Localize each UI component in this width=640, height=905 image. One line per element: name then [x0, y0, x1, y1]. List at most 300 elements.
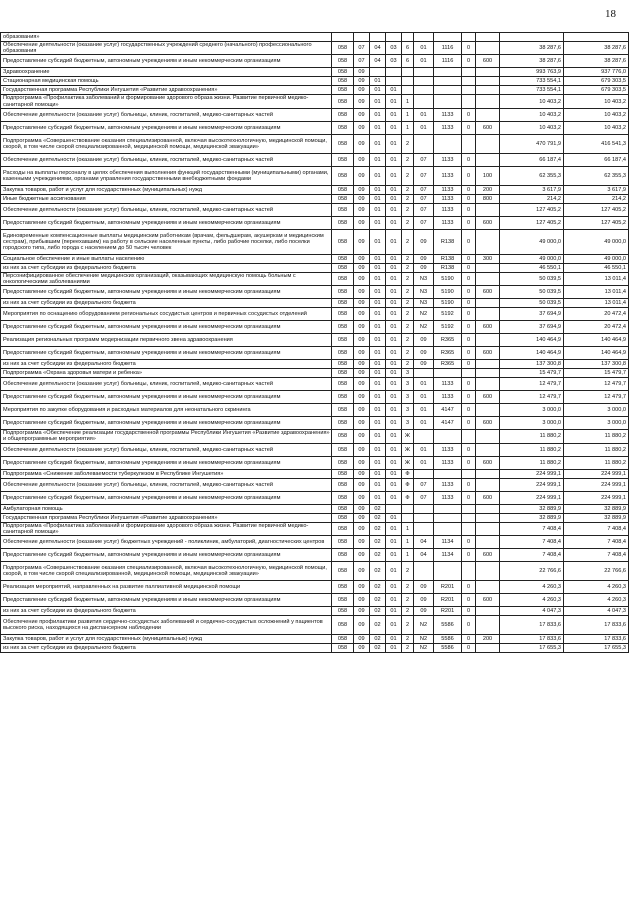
section-code-cell: 09	[354, 616, 370, 635]
amount-cell-1: 50 039,5	[500, 299, 564, 308]
table-row	[1, 635, 629, 644]
program-code-cell: 01	[386, 108, 402, 121]
subsection-code-cell	[370, 33, 386, 42]
subsection-code-cell: 01	[370, 108, 386, 121]
section-code-cell: 09	[354, 272, 370, 285]
table-row	[1, 607, 629, 616]
extra-code-cell: 0	[462, 153, 476, 166]
program-code-cell: 01	[386, 594, 402, 607]
event-code-cell: 09	[414, 229, 434, 254]
subprogram-code-cell: 1	[402, 95, 414, 108]
table-row	[1, 203, 629, 216]
amount-cell-1: 7 408,4	[500, 536, 564, 549]
subprogram-code-cell: 6	[402, 55, 414, 68]
direction-code-cell: 5190	[434, 299, 462, 308]
subsection-code-cell: 01	[370, 469, 386, 478]
amount-cell-2: 4 047,3	[564, 607, 629, 616]
expense-type-cell	[476, 33, 500, 42]
extra-code-cell: 0	[462, 308, 476, 321]
event-code-cell: 01	[414, 417, 434, 430]
subsection-code-cell: 01	[370, 86, 386, 95]
program-code-cell: 01	[386, 334, 402, 347]
subprogram-code-cell: Ф	[402, 478, 414, 491]
expense-type-cell	[476, 95, 500, 108]
row-name-cell: Предоставление субсидий бюджетным, автономным учреждениям и иным некоммерческим организациям	[1, 347, 332, 360]
program-code-cell: 01	[386, 216, 402, 229]
subsection-code-cell: 02	[370, 562, 386, 581]
subsection-code-cell: 01	[370, 478, 386, 491]
table-row	[1, 77, 629, 86]
subsection-code-cell: 02	[370, 607, 386, 616]
ministry-code-cell: 058	[332, 417, 354, 430]
table-row	[1, 536, 629, 549]
table-row	[1, 185, 629, 194]
expense-type-cell	[476, 299, 500, 308]
direction-code-cell: 1116	[434, 55, 462, 68]
subsection-code-cell: 01	[370, 134, 386, 153]
subprogram-code-cell: 1	[402, 108, 414, 121]
program-code-cell: 01	[386, 562, 402, 581]
ministry-code-cell: 058	[332, 86, 354, 95]
row-name-cell: Предоставление субсидий бюджетным, автономным учреждениям и иным некоммерческим организациям	[1, 216, 332, 229]
table-row	[1, 549, 629, 562]
table-row	[1, 581, 629, 594]
amount-cell-2: 11 880,2	[564, 430, 629, 443]
direction-code-cell: 5190	[434, 286, 462, 299]
expense-type-cell	[476, 334, 500, 347]
amount-cell-1: 17 833,6	[500, 635, 564, 644]
row-name-cell: Стационарная медицинская помощь	[1, 77, 332, 86]
amount-cell-1: 12 479,7	[500, 378, 564, 391]
event-code-cell: 09	[414, 263, 434, 272]
expense-type-cell	[476, 77, 500, 86]
row-name-cell: Реализация региональных программ модернизации первичного звена здравоохранения	[1, 334, 332, 347]
event-code-cell: 07	[414, 166, 434, 185]
row-name-cell: Обеспечение деятельности (оказание услуг) государственных учреждений среднего (начального) профессионального образования	[1, 42, 332, 55]
amount-cell-1: 127 405,2	[500, 203, 564, 216]
row-name-cell: Предоставление субсидий бюджетным, автономным учреждениям и иным некоммерческим организациям	[1, 417, 332, 430]
ministry-code-cell: 058	[332, 616, 354, 635]
event-code-cell: 07	[414, 194, 434, 203]
event-code-cell: 01	[414, 42, 434, 55]
direction-code-cell: 1133	[434, 491, 462, 504]
direction-code-cell: R365	[434, 334, 462, 347]
amount-cell-2: 32 889,9	[564, 504, 629, 513]
subprogram-code-cell: 2	[402, 153, 414, 166]
program-code-cell	[386, 68, 402, 77]
row-name-cell: Подпрограмма «Совершенствование оказания специализированной, включая высокотехнологичную, медицинской помощи, скорой, в том числе скорой специализированной, медицинской помощи, медицинской эвакуации»	[1, 134, 332, 153]
direction-code-cell: 1133	[434, 166, 462, 185]
extra-code-cell: 0	[462, 185, 476, 194]
amount-cell-2: 937 776,0	[564, 68, 629, 77]
direction-code-cell	[434, 77, 462, 86]
expense-type-cell: 800	[476, 194, 500, 203]
amount-cell-2: 15 479,7	[564, 369, 629, 378]
amount-cell-2: 679 303,5	[564, 77, 629, 86]
expense-type-cell	[476, 504, 500, 513]
extra-code-cell: 0	[462, 166, 476, 185]
subprogram-code-cell: 2	[402, 644, 414, 653]
extra-code-cell: 0	[462, 272, 476, 285]
expense-type-cell	[476, 644, 500, 653]
amount-cell-1: 10 403,2	[500, 95, 564, 108]
table-row	[1, 443, 629, 456]
amount-cell-2: 4 260,3	[564, 581, 629, 594]
ministry-code-cell: 058	[332, 513, 354, 522]
extra-code-cell	[462, 68, 476, 77]
subsection-code-cell: 01	[370, 334, 386, 347]
event-code-cell	[414, 77, 434, 86]
extra-code-cell	[462, 513, 476, 522]
section-code-cell: 09	[354, 108, 370, 121]
subprogram-code-cell: 2	[402, 347, 414, 360]
row-name-cell: Иные бюджетные ассигнования	[1, 194, 332, 203]
subsection-code-cell: 01	[370, 443, 386, 456]
subsection-code-cell: 02	[370, 581, 386, 594]
subsection-code-cell: 01	[370, 194, 386, 203]
section-code-cell: 09	[354, 417, 370, 430]
event-code-cell	[414, 513, 434, 522]
ministry-code-cell: 058	[332, 404, 354, 417]
subsection-code-cell: 02	[370, 594, 386, 607]
amount-cell-2: 679 303,5	[564, 86, 629, 95]
amount-cell-2: 17 833,6	[564, 616, 629, 635]
amount-cell-2: 224 999,1	[564, 478, 629, 491]
program-code-cell: 03	[386, 42, 402, 55]
direction-code-cell: R201	[434, 607, 462, 616]
subprogram-code-cell	[402, 513, 414, 522]
amount-cell-2: 38 287,6	[564, 42, 629, 55]
subprogram-code-cell: 2	[402, 166, 414, 185]
expense-type-cell	[476, 86, 500, 95]
amount-cell-1: 3 000,0	[500, 404, 564, 417]
expense-type-cell	[476, 134, 500, 153]
expense-type-cell	[476, 536, 500, 549]
table-row	[1, 229, 629, 254]
amount-cell-1: 224 999,1	[500, 469, 564, 478]
event-code-cell	[414, 469, 434, 478]
event-code-cell: N2	[414, 308, 434, 321]
subsection-code-cell: 01	[370, 272, 386, 285]
row-name-cell: Государственная программа Республики Ингушетия «Развитие здравоохранения»	[1, 513, 332, 522]
row-name-cell: Закупка товаров, работ и услуг для государственных (муниципальных) нужд	[1, 635, 332, 644]
section-code-cell: 09	[354, 216, 370, 229]
extra-code-cell: 0	[462, 108, 476, 121]
row-name-cell: Предоставление субсидий бюджетным, автономным учреждениям и иным некоммерческим организациям	[1, 491, 332, 504]
subsection-code-cell: 01	[370, 121, 386, 134]
amount-cell-2: 12 479,7	[564, 391, 629, 404]
ministry-code-cell: 058	[332, 549, 354, 562]
expense-type-cell	[476, 108, 500, 121]
amount-cell-1: 49 000,0	[500, 254, 564, 263]
expense-type-cell	[476, 360, 500, 369]
amount-cell-1: 733 554,1	[500, 77, 564, 86]
direction-code-cell	[434, 68, 462, 77]
extra-code-cell: 0	[462, 491, 476, 504]
extra-code-cell: 0	[462, 594, 476, 607]
expense-type-cell	[476, 469, 500, 478]
direction-code-cell: 1133	[434, 443, 462, 456]
program-code-cell: 01	[386, 308, 402, 321]
subsection-code-cell: 01	[370, 404, 386, 417]
budget-table	[0, 32, 629, 653]
subprogram-code-cell: Ф	[402, 491, 414, 504]
section-code-cell: 09	[354, 166, 370, 185]
amount-cell-1: 4 047,3	[500, 607, 564, 616]
expense-type-cell	[476, 263, 500, 272]
subprogram-code-cell: 2	[402, 194, 414, 203]
program-code-cell: 01	[386, 404, 402, 417]
direction-code-cell: R365	[434, 347, 462, 360]
extra-code-cell: 0	[462, 55, 476, 68]
expense-type-cell	[476, 229, 500, 254]
direction-code-cell: 5190	[434, 272, 462, 285]
ministry-code-cell: 058	[332, 95, 354, 108]
extra-code-cell	[462, 95, 476, 108]
subprogram-code-cell: 2	[402, 635, 414, 644]
event-code-cell	[414, 522, 434, 535]
expense-type-cell	[476, 581, 500, 594]
event-code-cell	[414, 33, 434, 42]
amount-cell-1: 37 694,9	[500, 321, 564, 334]
section-code-cell: 09	[354, 536, 370, 549]
extra-code-cell: 0	[462, 299, 476, 308]
program-code-cell: 01	[386, 272, 402, 285]
program-code-cell: 01	[386, 522, 402, 535]
amount-cell-1: 993 763,9	[500, 68, 564, 77]
program-code-cell: 01	[386, 95, 402, 108]
amount-cell-2: 224 999,1	[564, 469, 629, 478]
amount-cell-1: 214,2	[500, 194, 564, 203]
event-code-cell: 09	[414, 581, 434, 594]
subsection-code-cell: 01	[370, 229, 386, 254]
subsection-code-cell: 01	[370, 321, 386, 334]
event-code-cell: N3	[414, 286, 434, 299]
subsection-code-cell: 02	[370, 536, 386, 549]
subprogram-code-cell: 2	[402, 308, 414, 321]
event-code-cell: 09	[414, 334, 434, 347]
amount-cell-2: 11 880,2	[564, 456, 629, 469]
ministry-code-cell: 058	[332, 153, 354, 166]
amount-cell-1: 32 889,9	[500, 504, 564, 513]
amount-cell-1: 4 260,3	[500, 594, 564, 607]
section-code-cell: 09	[354, 299, 370, 308]
section-code-cell: 09	[354, 369, 370, 378]
extra-code-cell: 0	[462, 42, 476, 55]
section-code-cell: 09	[354, 504, 370, 513]
direction-code-cell: 4147	[434, 417, 462, 430]
program-code-cell: 01	[386, 469, 402, 478]
ministry-code-cell: 058	[332, 308, 354, 321]
subprogram-code-cell: 2	[402, 286, 414, 299]
extra-code-cell	[462, 504, 476, 513]
ministry-code-cell: 058	[332, 194, 354, 203]
extra-code-cell: 0	[462, 443, 476, 456]
table-row	[1, 33, 629, 42]
program-code-cell: 01	[386, 644, 402, 653]
program-code-cell: 01	[386, 417, 402, 430]
ministry-code-cell: 058	[332, 536, 354, 549]
table-row	[1, 491, 629, 504]
amount-cell-2: 32 889,9	[564, 513, 629, 522]
table-row	[1, 134, 629, 153]
row-name-cell: Расходы на выплаты персоналу в целях обеспечения выполнения функций государственными (муниципальными) органами, казенными учреждениями, органами управления государственными внебюджетными фондами	[1, 166, 332, 185]
table-row	[1, 360, 629, 369]
direction-code-cell	[434, 562, 462, 581]
row-name-cell: Социальное обеспечение и иные выплаты населению	[1, 254, 332, 263]
section-code-cell: 09	[354, 121, 370, 134]
direction-code-cell: 1133	[434, 194, 462, 203]
program-code-cell: 01	[386, 369, 402, 378]
subsection-code-cell: 01	[370, 203, 386, 216]
row-name-cell: Предоставление субсидий бюджетным, автономным учреждениям и иным некоммерческим организациям	[1, 55, 332, 68]
section-code-cell: 09	[354, 134, 370, 153]
extra-code-cell	[462, 33, 476, 42]
table-row	[1, 286, 629, 299]
subsection-code-cell: 01	[370, 286, 386, 299]
amount-cell-2: 13 011,4	[564, 299, 629, 308]
direction-code-cell: 5586	[434, 616, 462, 635]
section-code-cell: 09	[354, 549, 370, 562]
amount-cell-2: 10 403,2	[564, 95, 629, 108]
extra-code-cell	[462, 86, 476, 95]
subprogram-code-cell: 3	[402, 378, 414, 391]
amount-cell-1: 137 300,8	[500, 360, 564, 369]
ministry-code-cell: 058	[332, 166, 354, 185]
table-row	[1, 334, 629, 347]
subprogram-code-cell: 3	[402, 391, 414, 404]
subprogram-code-cell: 2	[402, 263, 414, 272]
amount-cell-2: 49 000,0	[564, 229, 629, 254]
extra-code-cell: 0	[462, 121, 476, 134]
ministry-code-cell: 058	[332, 644, 354, 653]
subprogram-code-cell: 2	[402, 216, 414, 229]
event-code-cell: 07	[414, 153, 434, 166]
direction-code-cell: 1133	[434, 456, 462, 469]
table-row	[1, 644, 629, 653]
budget-table-container	[0, 32, 628, 653]
table-row	[1, 513, 629, 522]
program-code-cell	[386, 77, 402, 86]
program-code-cell: 01	[386, 203, 402, 216]
table-row	[1, 562, 629, 581]
extra-code-cell: 0	[462, 216, 476, 229]
subprogram-code-cell: 3	[402, 404, 414, 417]
expense-type-cell	[476, 404, 500, 417]
subprogram-code-cell: 3	[402, 369, 414, 378]
amount-cell-1: 140 464,9	[500, 347, 564, 360]
program-code-cell: 01	[386, 581, 402, 594]
section-code-cell: 09	[354, 229, 370, 254]
ministry-code-cell: 058	[332, 121, 354, 134]
amount-cell-2: 137 300,8	[564, 360, 629, 369]
subprogram-code-cell: 2	[402, 594, 414, 607]
program-code-cell: 01	[386, 86, 402, 95]
section-code-cell: 09	[354, 95, 370, 108]
event-code-cell	[414, 86, 434, 95]
direction-code-cell: 1133	[434, 121, 462, 134]
amount-cell-1: 22 766,6	[500, 562, 564, 581]
direction-code-cell: 5586	[434, 644, 462, 653]
direction-code-cell: 1133	[434, 203, 462, 216]
row-name-cell: Единовременные компенсационные выплаты медицинским работникам (врачам, фельдшерам, акушеркам и медицинским сестрам), прибывшим (переехавшим) на работу в сельские населенные пункты, либо рабочие поселки, либо поселки городского типа, либо города с населением до 50 тысяч человек	[1, 229, 332, 254]
direction-code-cell: 1133	[434, 185, 462, 194]
program-code-cell: 01	[386, 443, 402, 456]
expense-type-cell	[476, 272, 500, 285]
expense-type-cell	[476, 369, 500, 378]
expense-type-cell: 600	[476, 417, 500, 430]
subsection-code-cell: 01	[370, 417, 386, 430]
amount-cell-2: 214,2	[564, 194, 629, 203]
program-code-cell: 01	[386, 166, 402, 185]
expense-type-cell: 600	[476, 55, 500, 68]
subprogram-code-cell: 1	[402, 522, 414, 535]
extra-code-cell	[462, 469, 476, 478]
program-code-cell: 01	[386, 513, 402, 522]
section-code-cell: 09	[354, 607, 370, 616]
row-name-cell: Обеспечение деятельности (оказание услуг) больницы, клиник, госпиталей, медико-санитарных частей	[1, 378, 332, 391]
ministry-code-cell: 058	[332, 68, 354, 77]
program-code-cell: 01	[386, 378, 402, 391]
ministry-code-cell: 058	[332, 299, 354, 308]
amount-cell-1	[500, 33, 564, 42]
expense-type-cell: 600	[476, 286, 500, 299]
amount-cell-1: 11 880,2	[500, 443, 564, 456]
subsection-code-cell	[370, 68, 386, 77]
table-row	[1, 308, 629, 321]
ministry-code-cell: 058	[332, 347, 354, 360]
section-code-cell: 09	[354, 522, 370, 535]
row-name-cell: Закупка товаров, работ и услуг для государственных (муниципальных) нужд	[1, 185, 332, 194]
table-row	[1, 272, 629, 285]
expense-type-cell: 600	[476, 549, 500, 562]
row-name-cell: Обеспечение деятельности (оказание услуг) бюджетных учреждений - поликлиник, амбулаторий, диагностических центров	[1, 536, 332, 549]
section-code-cell: 09	[354, 491, 370, 504]
extra-code-cell	[462, 369, 476, 378]
subprogram-code-cell: 2	[402, 616, 414, 635]
table-row	[1, 478, 629, 491]
expense-type-cell: 600	[476, 347, 500, 360]
section-code-cell: 09	[354, 185, 370, 194]
section-code-cell: 09	[354, 153, 370, 166]
row-name-cell: из них за счет субсидии из федерального бюджета	[1, 644, 332, 653]
event-code-cell: 07	[414, 185, 434, 194]
amount-cell-1: 50 039,5	[500, 286, 564, 299]
ministry-code-cell: 058	[332, 55, 354, 68]
direction-code-cell: 1133	[434, 378, 462, 391]
expense-type-cell	[476, 562, 500, 581]
row-name-cell: Обеспечение профилактики развития сердечно-сосудистых заболеваний и сердечно-сосудистых осложнений у пациентов высокого риска, находящихся на диспансерном наблюдении	[1, 616, 332, 635]
row-name-cell: Амбулаторная помощь	[1, 504, 332, 513]
extra-code-cell: 0	[462, 456, 476, 469]
subprogram-code-cell: 2	[402, 581, 414, 594]
program-code-cell: 03	[386, 55, 402, 68]
ministry-code-cell: 058	[332, 108, 354, 121]
table-row	[1, 321, 629, 334]
subprogram-code-cell: 2	[402, 229, 414, 254]
direction-code-cell	[434, 504, 462, 513]
event-code-cell: 07	[414, 478, 434, 491]
subsection-code-cell: 01	[370, 456, 386, 469]
amount-cell-2: 7 408,4	[564, 522, 629, 535]
subsection-code-cell: 01	[370, 185, 386, 194]
amount-cell-1: 12 479,7	[500, 391, 564, 404]
section-code-cell: 09	[354, 594, 370, 607]
table-row	[1, 95, 629, 108]
row-name-cell: образования»	[1, 33, 332, 42]
row-name-cell: Подпрограмма «Снижение заболеваемости туберкулезом в Республике Ингушетия»	[1, 469, 332, 478]
subprogram-code-cell: 2	[402, 254, 414, 263]
